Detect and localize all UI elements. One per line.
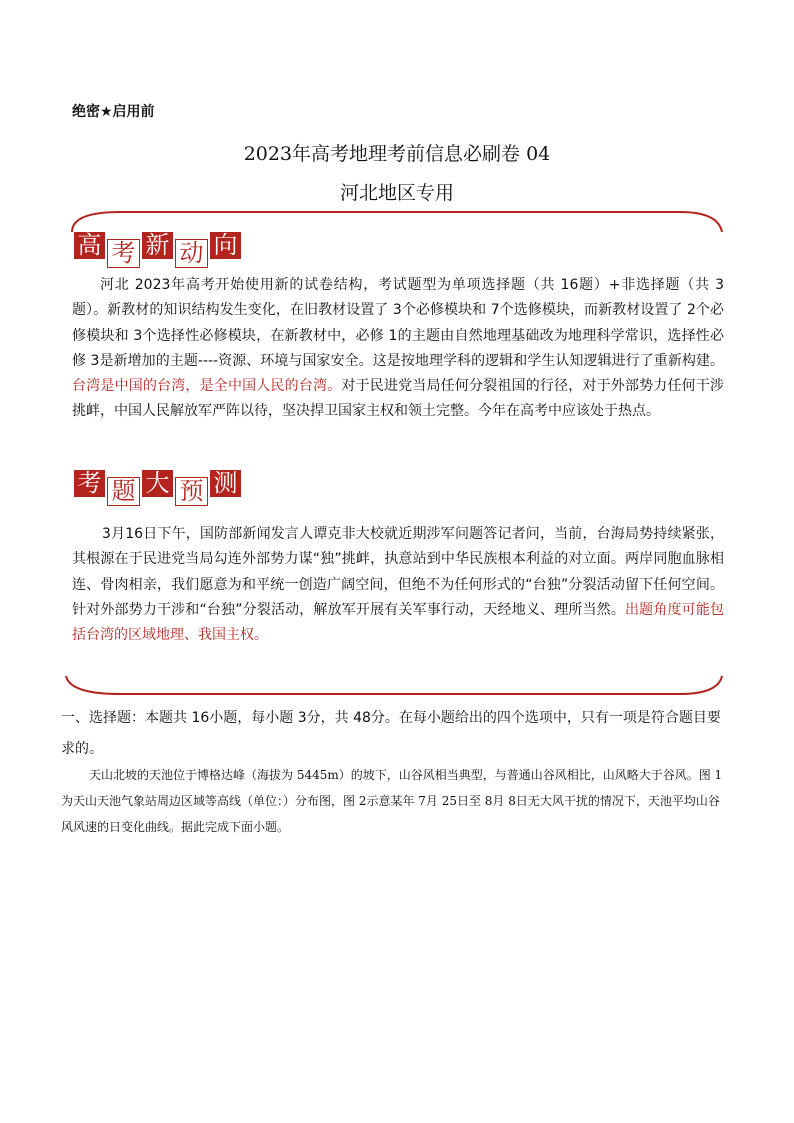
badge-char: 大 (142, 470, 173, 497)
question-heading-text: 一、选择题：本题共 16小题，每小题 3分，共 48分。在每小题给出的四个选项中，只有一项是符合题目要求的。 (61, 710, 721, 757)
page-subtitle: 河北地区专用 (339, 182, 454, 204)
section-badge-gaokao-trend (74, 232, 243, 268)
badge-char: 动 (175, 239, 208, 268)
badge-char: 预 (175, 477, 208, 506)
section1-text-b: 对于民进党当局任何分裂祖国的行径，对于外部势力任何干涉挑衅，中国人民解放军严阵以待，坚决捍卫国家主权和领土完整。今年在高考中应该处于热点。 (72, 378, 725, 420)
badge-char: 考 (74, 470, 105, 497)
page-title: 2023年高考地理考前信息必刷卷 04 (243, 143, 551, 165)
section-badge-prediction (74, 470, 243, 506)
section1-text-a: 河北 2023年高考开始使用新的试卷结构，考试题型为单项选择题（共 16题）+非选择题（共 3题）。新教材的知识结构发生变化，在旧教材设置了 3个必修模块和 7个选修模块，而新教材设置了 2个必修模块和 3个选择性必修模块，在新教材中，必修 1的主题由自然地理基础改为地理科学常识，选择性必修 3是新增加的主题----资源、环境与国家安全。这是按地理学科的逻辑和学生认知逻辑进行了重新构建。 (72, 277, 724, 369)
badge-char: 测 (210, 470, 241, 497)
badge-char: 题 (107, 477, 140, 506)
badge-char: 高 (74, 232, 105, 259)
section2-text-a: 3月16日下午，国防部新闻发言人谭克非大校就近期涉军问题答记者问，当前，台海局势持续紧张，其根源在于民进党当局勾连外部势力谋“独”挑衅，执意站到中华民族根本利益的对立面。两岸同胞血脉相连、骨肉相亲，我们愿意为和平统一创造广阔空间，但绝不为任何形式的“台独”分裂活动留下任何空间。针对外部势力干涉和“台独”分裂活动，解放军开展有关军事行动，天经地义、理所当然。 (72, 526, 724, 618)
confidential-label: 绝密★启用前 (72, 104, 155, 120)
section1-highlight: 台湾是中国的台湾，是全中国人民的台湾。 (72, 378, 342, 395)
section2-paragraph (72, 522, 724, 648)
question-section-heading (61, 703, 725, 765)
question-stem: 天山北坡的天池位于博格达峰（海拔为 5445m）的坡下，山谷风相当典型，与普通山谷风相比，山风略大于谷风。图 1为天山天池气象站周边区域等高线（单位：）分布图，图 2示意某年 7月 25日至 8月 8日无大风干扰的情况下，天池平均山谷风风速的日变化曲线。据此完成下面小题。 (61, 768, 723, 834)
badge-char: 考 (107, 239, 140, 268)
badge-char: 向 (210, 232, 241, 259)
section1-paragraph (72, 273, 724, 425)
section2-highlight: 出题角度可能包括台湾的区域地理、我国主权。 (72, 601, 724, 644)
badge-char: 新 (142, 232, 173, 259)
